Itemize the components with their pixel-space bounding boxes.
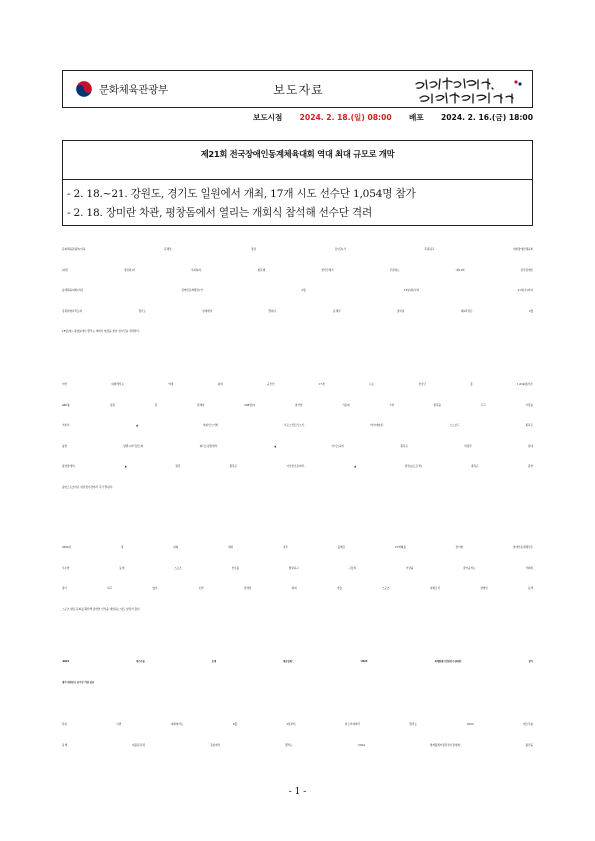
paragraph-4 [62,715,533,756]
text-line: 장이 되고 있다. 또한 장애인 최대 겨울 스포츠 대회로서 장애인 동계 [62,587,533,591]
text-line: 문화체육관광부(이하 문체부, 장관 유인촌)가 후원하고 대한장애인체육회 [62,248,533,251]
embargo-line [62,112,533,123]
paragraph-1 [62,240,533,343]
subtitle-2: - 2. 18. 장미란 차관, 평창돔에서 열리는 개회식 참석해 선수단 격려 [67,207,372,219]
text-line: 우수한 동계 스포츠 선수를 발굴하고 그들의 기량을 끌어올리는 기회의 [62,566,533,570]
slogan-handwriting [412,74,528,106]
title-divider [63,179,532,180]
ministry-logo [63,71,213,107]
text-line: 486명, 임원 및 관계자 568명)이 참가한 가운데 7개 종목을 두고 기량을 [62,403,533,407]
press-header [62,70,533,108]
ministry-name: 문화체육관광부 [99,83,168,96]
subtitle-1: - 2. 18.~21. 강원도, 경기도 일원에서 개최, 17개 시도 선수단 1,054명 참가 [67,188,416,200]
embargo-value: 2024. 2. 18.(일) 08:00 [299,113,392,122]
text-line: 스포츠 향유 문화를 확산해 장애인 인식을 개선하는 데도 앞장서 왔다. [62,607,141,611]
text-line: 이번 대회에서는 역대 최대 규모인 17개 시도 선수단 총 1,054명(선수 [62,383,533,386]
text-line: (회장 정진완)가 주최하며, 종목별 경기단체가 주관하는 '제21회 전국장애인 [62,268,533,272]
taegeuk-logo-icon [75,80,93,98]
section-heading [62,652,533,693]
text-line: 겨룬다. ▲알파인스키와 크로스컨트리스키, 바이애슬론, 스노보드 종목은 [62,424,533,428]
text-line: 평창 알펜시아리조트와 휘닉스평창에서, ▲아이스하키 종목은 의정부 실내 [62,444,533,448]
page-number: - 1 - [288,787,307,797]
text-line: 송암스포츠타운 빙상경기장에서 각각 열린다. [62,485,113,489]
document-type: 보도자료 [273,82,324,97]
text-line: 동계 데플림픽'과 강릉에서 열리는 '2024 세계휠체어컬링선수권대회' 출전을 [62,743,533,747]
release-value: 2024. 2. 16.(금) 18:00 [440,113,533,122]
page-title: 제21회 전국장애인동계체육대회 역대 최대 규모로 개막 [200,149,395,159]
heading-line: 대비 대한민국 선수단 기량 점검 [62,680,95,684]
embargo-label: 보도시점 [252,113,283,122]
text-line: 빙상장에서, ▲컬링 종목은 이천선수촌에서, ▲빙상(쇼트트랙) 종목은 춘천 [62,465,533,469]
paragraph-3 [62,538,533,620]
text-line: 동계체육대회(이하 장애인동계체전)'가 2월 18일(일)부터 21일(수)까지 [62,289,533,293]
text-line: 2004년 첫 대회 개최 이후 올해로 21회째를 맞이한 장애인동계체전은 [62,546,533,549]
headline-box [62,140,533,226]
text-line: 18일(일), 평창돔에서 열리는 개회식 현장을 찾아 선수단을 격려한다. [62,330,140,334]
heading-line: '2023 에르주룸 동계 데플림픽', '2024 세계휠체어컬링선수권대회' 참가 [62,660,533,663]
text-line: 강원특별자치도와 경기도 일대에서 열린다. 문체부 장미란 제2차관은 2월 [62,309,533,313]
release-label: 배포 [408,113,424,122]
slogan-signature [404,71,532,107]
paragraph-2 [62,375,533,499]
text-line: 특히 이번 대회에서는 3월 2일부터 튀르키예에서 열리는 '2023 에르주룸 [62,723,533,726]
